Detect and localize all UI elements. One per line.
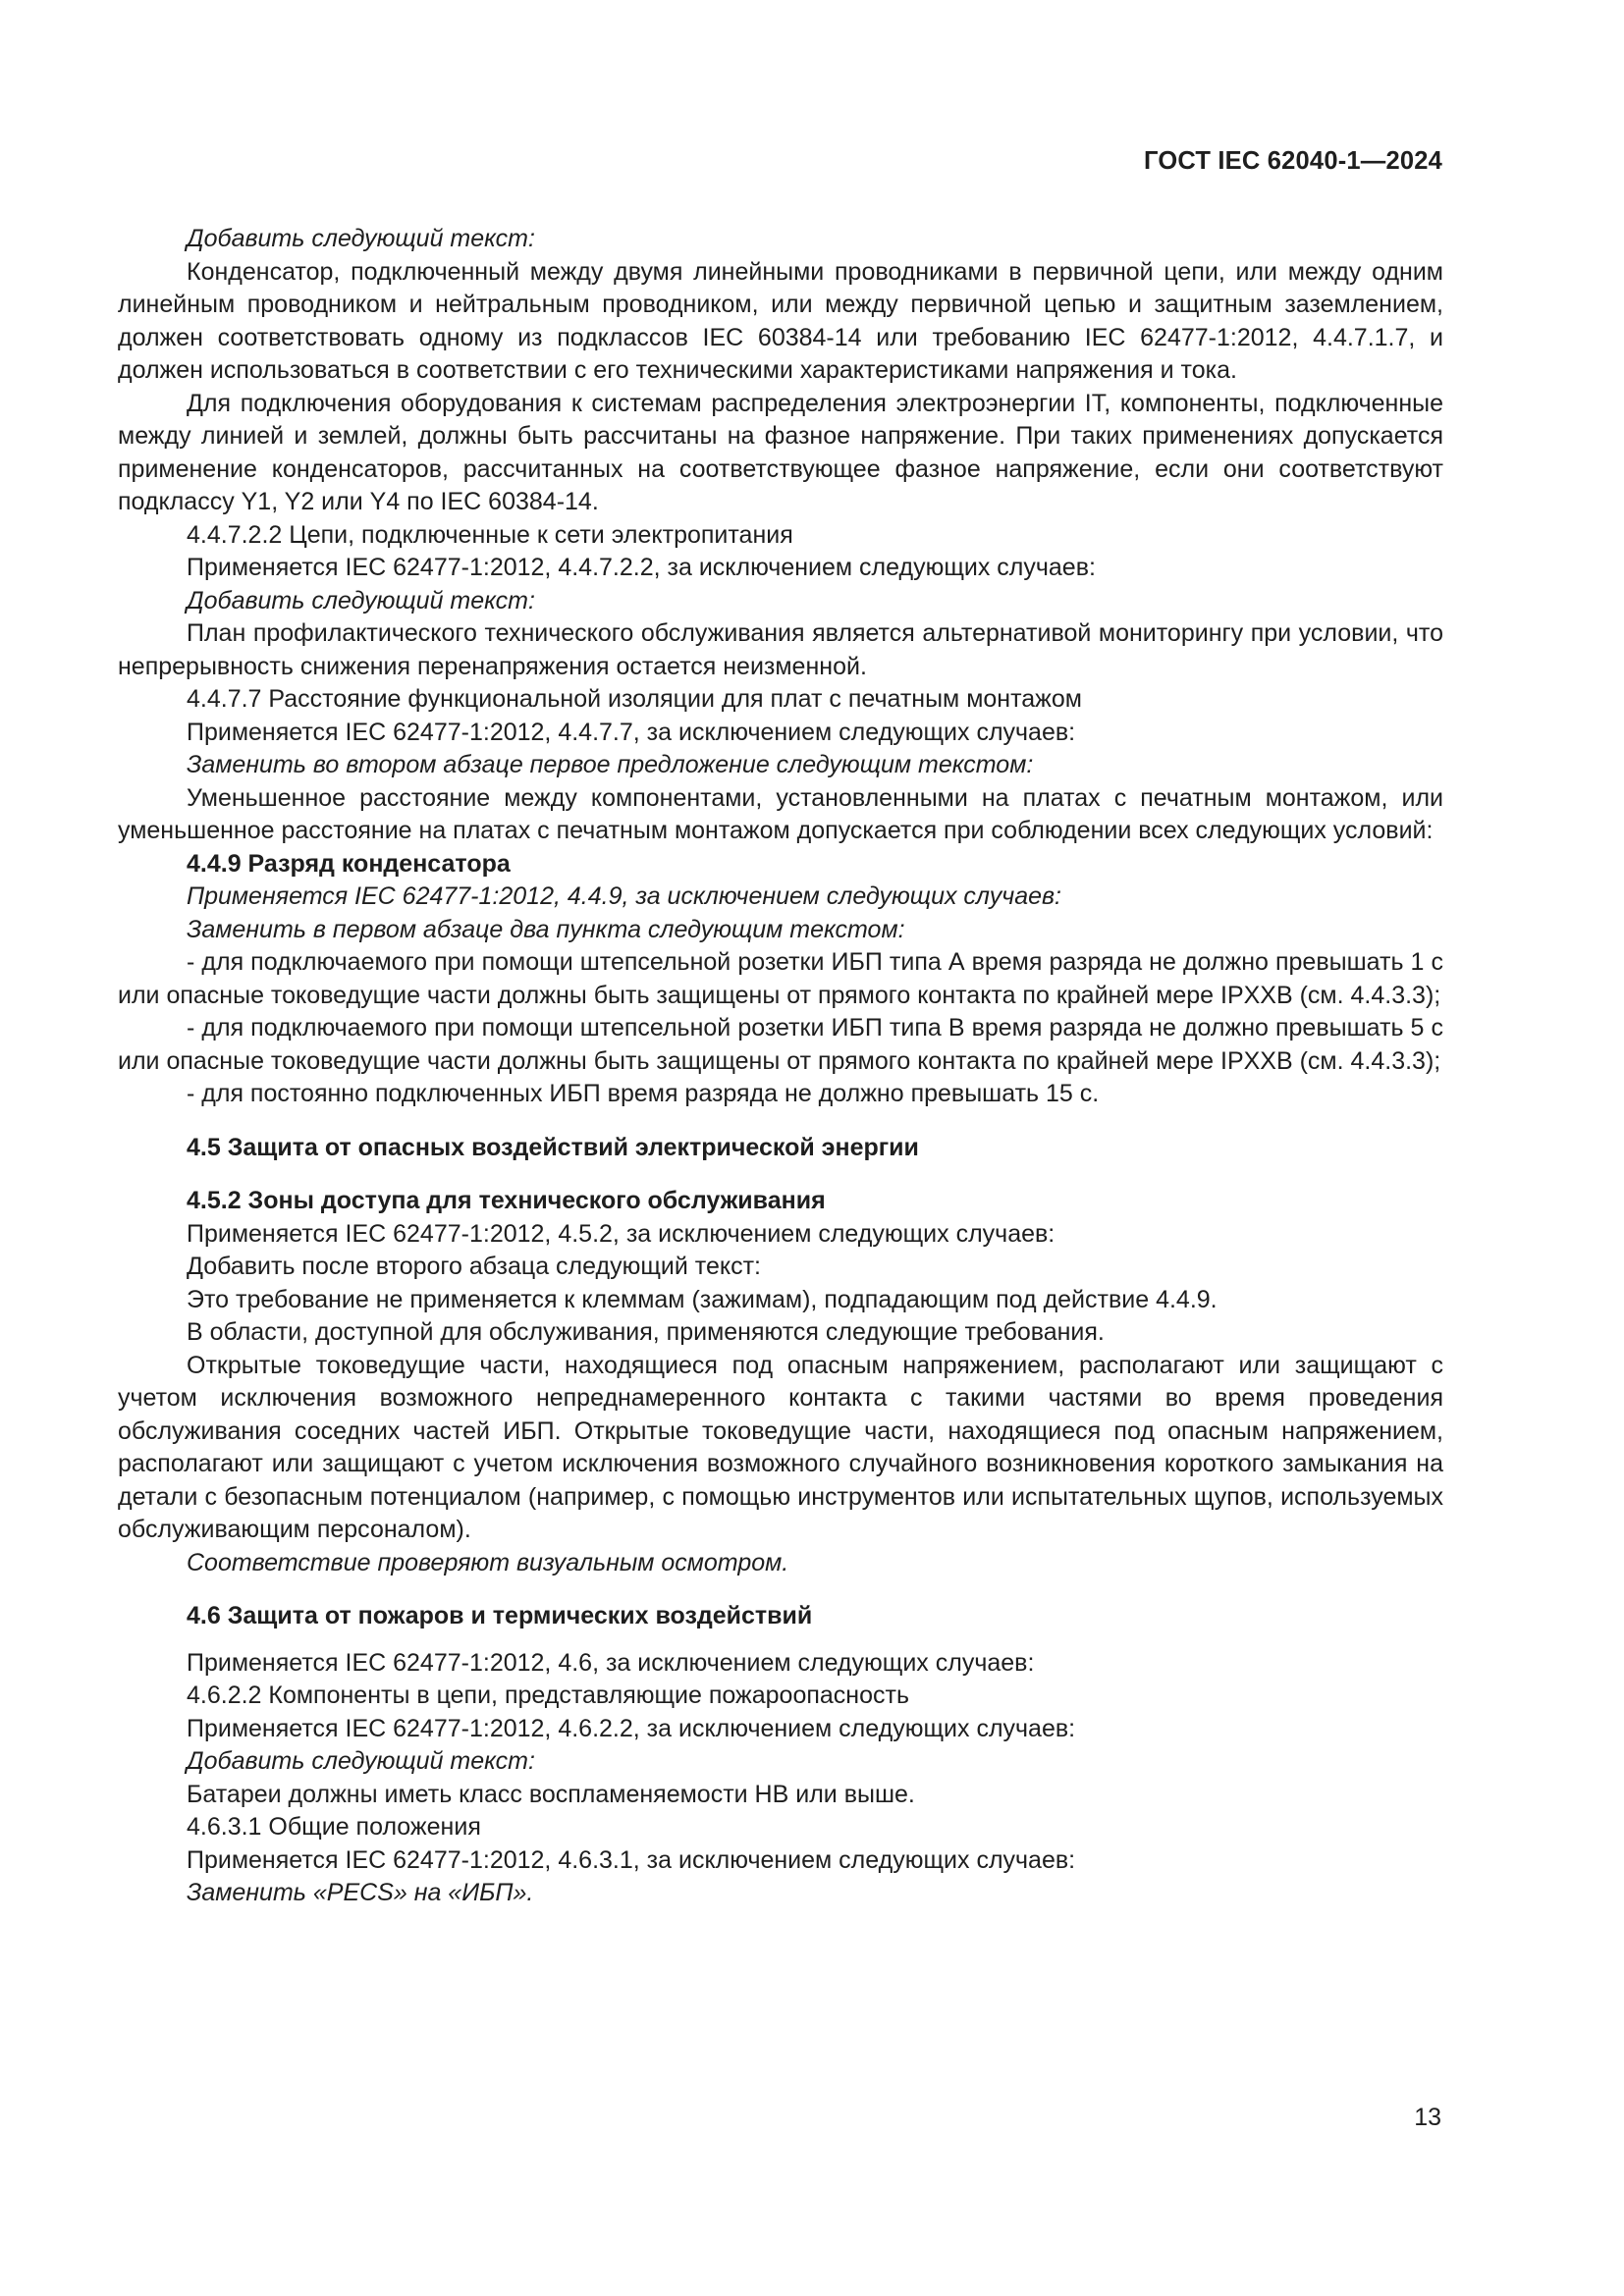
page-number: 13 bbox=[1414, 2104, 1441, 2131]
paragraph-it-systems: Для подключения оборудования к системам распределения электроэнергии IT, компоненты, подключенные между линией и землей, должны быть рассчитаны на фазное напряжение. При таких применениях допускается применение конденсаторов, рассчитанных на соответствующее фазное напряжение, если они соответствуют подклассу Y1, Y2 или Y4 по IEC 60384-14. bbox=[118, 389, 1443, 515]
clause-4-4-7-2-2: 4.4.7.2.2 Цепи, подключенные к сети электропитания bbox=[187, 520, 793, 549]
applies-clause: Применяется IEC 62477-1:2012, 4.5.2, за исключением следующих случаев: bbox=[187, 1219, 1056, 1248]
paragraph-capacitor: Конденсатор, подключенный между двумя линейными проводниками в первичной цепи, или между одним линейным проводником и нейтральным проводником, или между первичной цепью и защитным заземлением, должен соответствовать одному из подклассов IEC 60384-14 или требованию IEC 62477-1:2012, 4.4.7.1.7, и должен использоваться в соответствии с его техническими характеристиками напряжения и тока. bbox=[118, 257, 1443, 384]
instruction-replace-pecs: Заменить «PECS» на «ИБП». bbox=[187, 1879, 534, 1906]
page-body bbox=[118, 223, 1443, 1910]
section-heading-4-5-2: 4.5.2 Зоны доступа для технического обслуживания bbox=[187, 1187, 826, 1214]
paragraph-compliance: Соответствие проверяют визуальным осмотром. bbox=[187, 1548, 789, 1576]
document-header: ГОСТ IEC 62040-1—2024 bbox=[1144, 147, 1442, 175]
applies-clause: Применяется IEC 62477-1:2012, 4.6.3.1, за исключением следующих случаев: bbox=[187, 1845, 1076, 1874]
list-item-type-a: - для подключаемого при помощи штепсельной розетки ИБП типа А время разряда не должно превышать 1 с или опасные токоведущие части должны быть защищены от прямого контакта по крайней мере IPXXB (см. 4.4.3.3); bbox=[118, 948, 1443, 1009]
applies-clause: Применяется IEC 62477-1:2012, 4.6.2.2, за исключением следующих случаев: bbox=[187, 1714, 1076, 1742]
section-heading-4-4-9: 4.4.9 Разряд конденсатора bbox=[187, 849, 511, 878]
instruction-add-text: Добавить следующий текст: bbox=[187, 1747, 535, 1775]
section-heading-4-5: 4.5 Защита от опасных воздействий электрической энергии bbox=[187, 1133, 919, 1161]
clause-4-4-7-7: 4.4.7.7 Расстояние функциональной изоляции для плат с печатным монтажом bbox=[187, 685, 1082, 713]
paragraph-maintenance-plan: План профилактического технического обслуживания является альтернативой мониторингу при условии, что непрерывность снижения перенапряжения остается неизменной. bbox=[118, 619, 1443, 680]
paragraph-reduced-distance: Уменьшенное расстояние между компонентами, установленными на платах с печатным монтажом, или уменьшенное расстояние на платах с печатным монтажом допускается при соблюдении всех следующих условий: bbox=[118, 783, 1443, 844]
paragraph-service-area: В области, доступной для обслуживания, применяются следующие требования. bbox=[187, 1318, 1105, 1346]
clause-4-6-3-1: 4.6.3.1 Общие положения bbox=[187, 1813, 481, 1841]
instruction-replace: Заменить во втором абзаце первое предложение следующим текстом: bbox=[187, 751, 1034, 778]
applies-clause: Применяется IEC 62477-1:2012, 4.4.7.2.2, за исключением следующих случаев: bbox=[187, 554, 1096, 581]
instruction-add-text: Добавить следующий текст: bbox=[187, 225, 535, 252]
section-heading-4-6: 4.6 Защита от пожаров и термических воздействий bbox=[187, 1602, 813, 1629]
applies-clause: Применяется IEC 62477-1:2012, 4.4.7.7, за исключением следующих случаев: bbox=[187, 718, 1076, 746]
applies-clause: Применяется IEC 62477-1:2012, 4.6, за исключением следующих случаев: bbox=[187, 1648, 1035, 1677]
paragraph-batteries: Батареи должны иметь класс воспламеняемости HB или выше. bbox=[187, 1780, 915, 1808]
clause-4-6-2-2: 4.6.2.2 Компоненты в цепи, представляющие пожароопасность bbox=[187, 1682, 909, 1709]
list-item-permanent: - для постоянно подключенных ИБП время разряда не должно превышать 15 с. bbox=[187, 1080, 1100, 1107]
instruction-replace: Заменить в первом абзаце два пункта следующим текстом: bbox=[187, 915, 905, 943]
paragraph-live-parts: Открытые токоведущие части, находящиеся под опасным напряжением, располагают или защищают с учетом исключения возможного непреднамеренного контакта с такими частями во время проведения обслуживания соседних частей ИБП. Открытые токоведущие части, находящиеся под опасным напряжением, располагают или защищают с учетом исключения возможного случайного возникновения короткого замыкания на детали с безопасным потенциалом (например, с помощью инструментов или испытательных щупов, используемых обслуживающим персоналом). bbox=[118, 1351, 1443, 1543]
paragraph-terminals: Это требование не применяется к клеммам (зажимам), подпадающим под действие 4.4.9. bbox=[187, 1285, 1218, 1313]
instruction-add-after: Добавить после второго абзаца следующий текст: bbox=[187, 1253, 761, 1280]
list-item-type-b: - для подключаемого при помощи штепсельной розетки ИБП типа В время разряда не должно превышать 5 с или опасные токоведущие части должны быть защищены от прямого контакта по крайней мере IPXXB (см. 4.4.3.3); bbox=[118, 1014, 1443, 1075]
applies-clause: Применяется IEC 62477-1:2012, 4.4.9, за исключением следующих случаев: bbox=[187, 882, 1061, 910]
instruction-add-text: Добавить следующий текст: bbox=[187, 586, 535, 614]
